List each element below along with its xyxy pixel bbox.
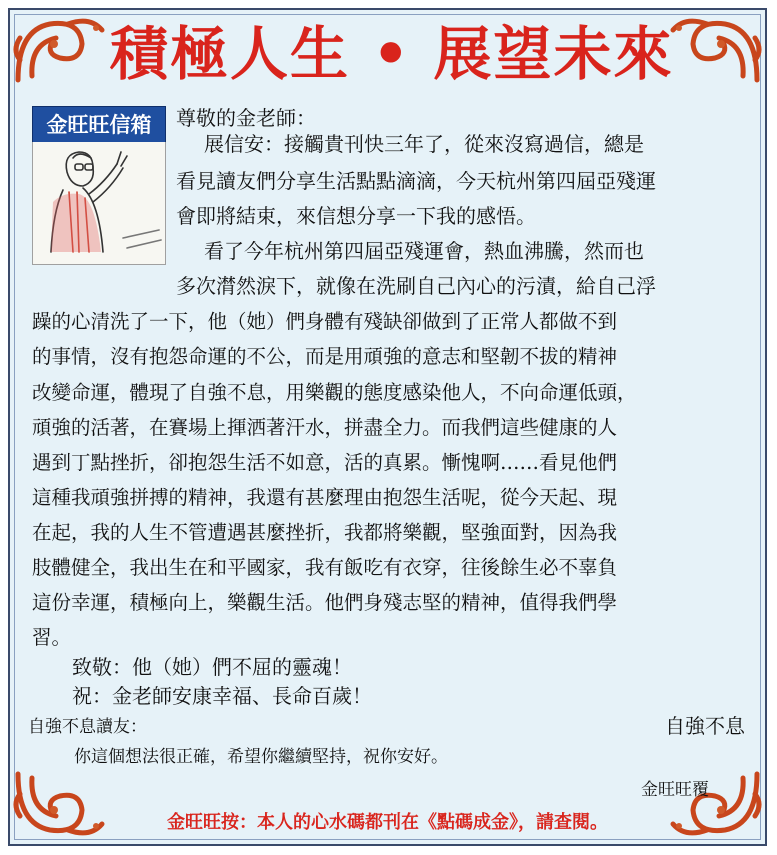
letter-closing: 致敬：他（她）們不屈的靈魂！ [72, 655, 352, 679]
letter-line: 看見讀友們分享生活點點滴滴，今天杭州第四屆亞殘運 [176, 169, 656, 193]
letter-line: 改變命運，體現了自強不息，用樂觀的態度感染他人，不向命運低頭， [32, 381, 637, 404]
corner-ornament-icon [665, 10, 765, 90]
letter-signature: 自強不息 [665, 714, 745, 738]
reply-message: 你這個想法很正確，希望你繼續堅持，祝你安好。 [74, 747, 448, 767]
letter-line: 這種我頑強拼搏的精神，我還有甚麼理由抱怨生活呢，從今天起、現 [32, 486, 618, 509]
reply-greeting: 自強不息讀友： [28, 717, 147, 737]
letter-line: 習。 [32, 626, 72, 649]
letter-line: 的事情，沒有抱怨命運的不公，而是用頑強的意志和堅韌不拔的精神 [32, 345, 618, 368]
man-pointing-icon [32, 142, 166, 265]
letter-line: 肢體健全，我出生在和平國家，我有飯吃有衣穿，往後餘生必不辜負 [32, 556, 618, 579]
letter-line: 展信安：接觸貴刊快三年了，從來沒寫過信，總是 [204, 132, 644, 156]
letter-line: 頑強的活著，在賽場上揮洒著汗水，拼盡全力。而我們這些健康的人 [32, 416, 618, 439]
letter-line: 躁的心清洗了一下，他（她）們身體有殘缺卻做到了正常人都做不到 [32, 310, 618, 333]
letter-line: 會即將結束，來信想分享一下我的感悟。 [176, 204, 536, 228]
footer-note: 金旺旺按：本人的心水碼都刊在《點碼成金》，請查閱。 [167, 812, 608, 833]
article-frame [8, 8, 767, 846]
corner-ornament-icon [10, 10, 110, 90]
letter-line: 遇到丁點挫折，卻抱怨生活不如意，活的真累。慚愧啊……看見他們 [32, 451, 618, 474]
letter-line: 在起，我的人生不管遭遇甚麼挫折，我都將樂觀，堅強面對，因為我 [32, 521, 618, 544]
letter-salutation: 尊敬的金老師： [176, 106, 316, 130]
column-badge: 金旺旺信箱 [32, 106, 166, 144]
page-title: 積極人生 • 展望未來 [110, 20, 674, 88]
letter-line: 多次潸然淚下，就像在洗刷自己內心的污漬，給自己浮 [176, 274, 656, 298]
letter-line: 看了今年杭州第四屆亞殘運會，熱血沸騰，然而也 [204, 239, 644, 263]
reply-signature: 金旺旺覆 [641, 780, 709, 800]
letter-blessing: 祝：金老師安康幸福、長命百歲！ [72, 684, 372, 708]
letter-line: 這份幸運，積極向上，樂觀生活。他們身殘志堅的精神，值得我們學 [32, 591, 618, 614]
